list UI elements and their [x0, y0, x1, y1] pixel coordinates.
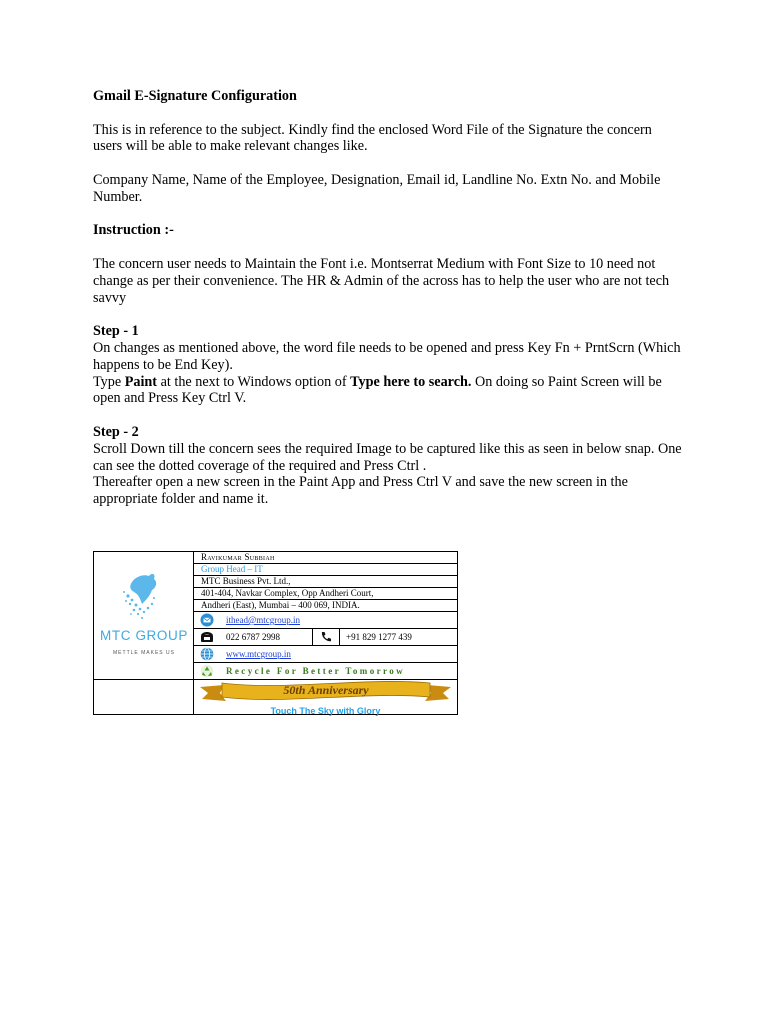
- phone-icon: [194, 629, 220, 645]
- step2-line1: Scroll Down till the concern sees the required Image to be captured like this as seen in below snap. One can see the dotted coverage of the required and Press Ctrl .: [93, 440, 682, 474]
- mobile-phone-icon: [313, 629, 339, 645]
- sig-address1-row: [194, 588, 457, 600]
- step2-heading: Step - 2: [93, 423, 139, 440]
- anniversary-ribbon: [194, 679, 457, 703]
- sig-phone-row: [194, 629, 457, 646]
- instruction-paragraph: The concern user needs to Maintain the Font i.e. Montserrat Medium with Font Size to 10 need not change as per their convenience. The HR & Admin of the across has to help the user who are not tech savvy: [93, 255, 670, 306]
- intro-paragraph: This is in reference to the subject. Kindly find the enclosed Word File of the Signature the concern users will be able to make relevant changes like.: [93, 121, 652, 155]
- sig-website-row: [194, 646, 457, 663]
- signature-table: [93, 551, 458, 715]
- anniversary-banner: [194, 679, 457, 714]
- empty-cell: [94, 679, 194, 714]
- sig-name-row: [194, 552, 457, 564]
- horse-logo-icon: [94, 552, 194, 628]
- sig-company: MTC Business Pvt. Ltd.,: [201, 576, 291, 586]
- sig-company-row: [194, 576, 457, 588]
- sig-email-link[interactable]: ithead@mtcgroup.in: [226, 615, 301, 625]
- globe-icon: [194, 646, 220, 662]
- logo-cell: [94, 552, 194, 679]
- document-title: Gmail E-Signature Configuration: [93, 88, 297, 104]
- sig-mobile: +91 829 1277 439: [346, 632, 412, 642]
- step2-line2: Thereafter open a new screen in the Paint App and Press Ctrl V and save the new screen in the appropriate folder and name it.: [93, 474, 628, 508]
- signature-details: [194, 552, 457, 680]
- anniversary-text: 50th Anniversary: [283, 683, 369, 697]
- sig-recycle-text: Recycle For Better Tomorrow: [226, 666, 406, 676]
- sig-name: Ravikumar Subbiah: [201, 552, 275, 562]
- sig-address2-row: [194, 600, 457, 612]
- sig-designation-row: [194, 564, 457, 576]
- anniversary-tagline: Touch The Sky with Glory: [270, 706, 381, 716]
- sig-landline: 022 6787 2998: [226, 632, 280, 642]
- mail-icon: [194, 612, 220, 628]
- recycle-icon: [194, 663, 220, 679]
- sig-recycle-row: [194, 663, 457, 680]
- step1-line2: Type Paint at the next to Windows option of Type here to search. On doing so Paint Screen will be open and Press Key Ctrl V.: [93, 373, 662, 407]
- instruction-heading: Instruction :-: [93, 222, 174, 239]
- step1-heading: Step - 1: [93, 323, 139, 340]
- sig-designation: Group Head – IT: [201, 564, 263, 574]
- logo-wordmark: MTC GROUP: [100, 628, 188, 643]
- sig-address1: 401-404, Navkar Complex, Opp Andheri Court,: [201, 588, 374, 598]
- fields-paragraph: Company Name, Name of the Employee, Designation, Email id, Landline No. Extn No. and Mobile Number.: [93, 171, 661, 205]
- sig-email-row: [194, 612, 457, 629]
- sig-address2: Andheri (East), Mumbai – 400 069, INDIA.: [201, 600, 360, 610]
- document-body: [93, 88, 683, 508]
- step1-line1: On changes as mentioned above, the word file needs to be opened and press Key Fn + PrntScrn (Which happens to be End Key).: [93, 339, 681, 373]
- sig-website-link[interactable]: www.mtcgroup.in: [226, 649, 291, 659]
- logo-tagline: METTLE MAKES US: [113, 650, 175, 656]
